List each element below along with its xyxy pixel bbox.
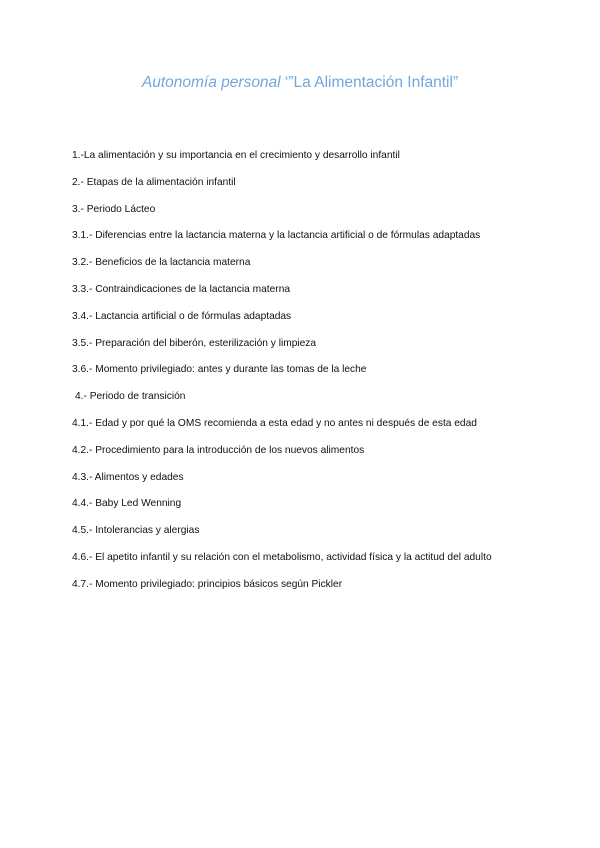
toc-item-4-7: 4.7.- Momento privilegiado: principios básicos según Pickler xyxy=(72,578,343,590)
title-topic: ‘”La Alimentación Infantil” xyxy=(280,74,459,91)
title-subject: Autonomía personal xyxy=(141,74,281,91)
toc-item-4-6: 4.6.- El apetito infantil y su relación con el metabolismo, actividad física y la actitud del adulto xyxy=(72,551,492,563)
toc-item-3: 3.- Periodo Lácteo xyxy=(72,203,156,215)
document-title xyxy=(0,73,600,93)
toc-item-3-2: 3.2.- Beneficios de la lactancia materna xyxy=(72,257,251,269)
toc-item-1: 1.-La alimentación y su importancia en el crecimiento y desarrollo infantil xyxy=(72,150,400,161)
toc-item-4-5: 4.5.- Intolerancias y alergias xyxy=(72,525,200,537)
toc-item-4-1: 4.1.- Edad y por qué la OMS recomienda a esta edad y no antes ni después de esta edad xyxy=(72,417,477,429)
toc-item-3-3: 3.3.- Contraindicaciones de la lactancia materna xyxy=(72,283,291,295)
toc-item-4-3: 4.3.- Alimentos y edades xyxy=(72,471,184,483)
toc-item-3-5: 3.5.- Preparación del biberón, esterilización y limpieza xyxy=(72,337,317,349)
toc-item-4: 4.- Periodo de transición xyxy=(75,391,186,403)
toc-item-2: 2.- Etapas de la alimentación infantil xyxy=(72,176,236,188)
toc-item-3-1: 3.1.- Diferencias entre la lactancia materna y la lactancia artificial o de fórmulas adaptadas xyxy=(72,230,481,242)
toc-item-4-4: 4.4.- Baby Led Wenning xyxy=(72,498,182,510)
toc-item-3-6: 3.6.- Momento privilegiado: antes y durante las tomas de la leche xyxy=(72,364,367,376)
table-of-contents xyxy=(72,148,532,604)
toc-item-4-2: 4.2.- Procedimiento para la introducción de los nuevos alimentos xyxy=(72,444,365,456)
toc-item-3-4: 3.4.- Lactancia artificial o de fórmulas adaptadas xyxy=(72,310,292,322)
